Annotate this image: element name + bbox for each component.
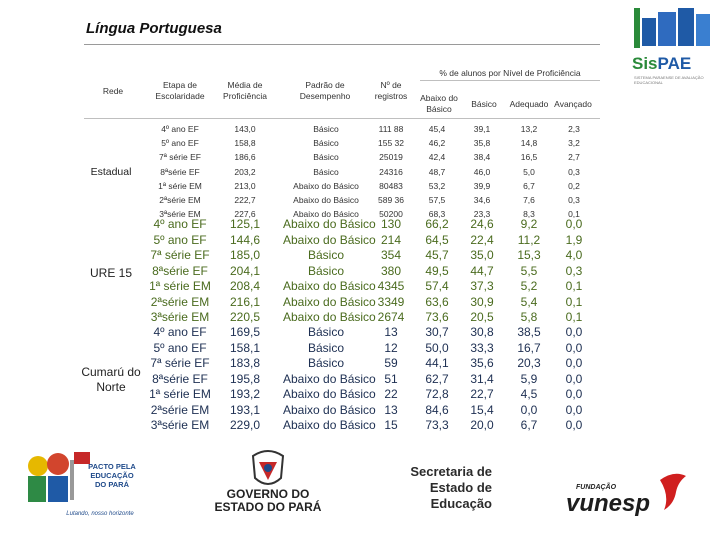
column-adequado [508, 325, 550, 434]
cell-abaixo: 44,1 [425, 356, 449, 370]
cell-avancado: 2,3 [568, 124, 580, 134]
cell-adequado: 20,3 [517, 356, 541, 370]
cell-etapa: 7ª série EF [159, 152, 201, 163]
cell-padrao: Abaixo do Básico [283, 294, 376, 309]
vunesp-bird-icon [656, 470, 692, 512]
cell-padrao: Básico [307, 340, 345, 355]
cell-registros: 15 [384, 418, 398, 432]
cell-padrao: Abaixo do Básico [283, 232, 376, 247]
cell-basico: 35,6 [470, 356, 494, 370]
cell-media: 183,8 [229, 356, 261, 370]
cell-abaixo: 72,8 [425, 387, 449, 401]
cell-registros: 50200 [379, 209, 403, 220]
cell-avancado: 0,1 [568, 209, 580, 220]
cell-avancado: 0,1 [565, 294, 583, 309]
cell-registros: 589 36 [378, 194, 404, 205]
cell-media: 169,5 [229, 325, 261, 339]
cell-registros: 214 [380, 232, 402, 247]
cell-avancado: 0,1 [565, 310, 583, 324]
cell-avancado: 0,0 [565, 356, 583, 370]
cell-etapa: 4º ano EF [153, 325, 207, 339]
cell-etapa: 4º ano EF [161, 124, 199, 134]
cell-padrao: Abaixo do Básico [283, 279, 376, 293]
cell-avancado: 0,2 [568, 180, 580, 191]
cell-media: 143,0 [234, 124, 256, 134]
cell-media: 185,0 [229, 248, 261, 262]
cell-media: 125,1 [229, 217, 261, 231]
cell-basico: 22,4 [470, 232, 494, 247]
seduc-logo-text: Secretaria de Estado de Educação [410, 464, 492, 511]
header-nivel-group: % de alunos por Nível de Proficiência [439, 68, 581, 78]
cell-avancado: 0,0 [565, 325, 583, 339]
cell-adequado: 6,7 [520, 418, 538, 432]
cell-padrao: Abaixo do Básico [283, 310, 376, 324]
rede-label: Cumarú do Norte [81, 365, 141, 394]
column-media [218, 122, 272, 221]
column-abaixo [418, 122, 456, 221]
cell-media: 208,4 [229, 279, 261, 293]
cell-adequado: 7,6 [523, 194, 535, 205]
column-etapa [148, 122, 212, 221]
cell-abaixo: 30,7 [425, 325, 449, 339]
cell-abaixo: 53,2 [428, 180, 446, 191]
page-title: Língua Portuguesa [86, 20, 222, 37]
cell-basico: 30,9 [470, 294, 494, 309]
cell-adequado: 6,7 [523, 180, 535, 191]
vunesp-fundacao-text: FUNDAÇÃO [576, 484, 617, 491]
cell-adequado: 4,5 [520, 387, 538, 401]
cell-adequado: 5,4 [520, 294, 538, 309]
cell-media: 144,6 [229, 232, 261, 247]
column-registros [370, 217, 412, 326]
header-registros: Nº de registros [374, 80, 408, 101]
cell-basico: 46,0 [473, 166, 491, 177]
column-etapa [148, 325, 212, 434]
column-media [218, 217, 272, 326]
cell-registros: 380 [380, 263, 402, 278]
cell-avancado: 0,0 [565, 402, 583, 417]
cell-registros: 354 [380, 248, 402, 262]
cell-registros: 59 [384, 356, 398, 370]
cell-abaixo: 46,2 [428, 138, 446, 149]
cell-media: 158,1 [229, 340, 261, 355]
cell-registros: 2674 [377, 310, 405, 324]
cell-padrao: Abaixo do Básico [293, 209, 359, 220]
cell-padrao: Básico [307, 356, 345, 370]
cell-avancado: 0,0 [565, 340, 583, 355]
cell-media: 193,1 [229, 402, 261, 417]
cell-padrao: Básico [307, 263, 345, 278]
cell-adequado: 16,7 [517, 340, 541, 355]
column-adequado [508, 217, 550, 326]
cell-padrao: Abaixo do Básico [283, 217, 376, 231]
cell-media: 216,1 [229, 294, 261, 309]
cell-registros: 25019 [379, 152, 403, 163]
cell-abaixo: 57,5 [428, 194, 446, 205]
cell-media: 220,5 [229, 310, 261, 324]
cell-adequado: 9,2 [520, 217, 538, 231]
cell-basico: 34,6 [473, 194, 491, 205]
cell-padrao: Básico [313, 124, 339, 134]
governo-logo-text: GOVERNO DO ESTADO DO PARÁ [214, 487, 322, 514]
cell-etapa: 8ªsérie EF [152, 371, 208, 386]
cell-abaixo: 45,7 [425, 248, 449, 262]
cell-avancado: 0,0 [565, 217, 583, 231]
cell-basico: 44,7 [470, 263, 494, 278]
cell-basico: 30,8 [470, 325, 494, 339]
cell-abaixo: 62,7 [425, 371, 449, 386]
column-avancado [554, 217, 594, 326]
title-divider [84, 44, 600, 45]
header-bottom-rule [84, 118, 600, 119]
cell-etapa: 5º ano EF [153, 232, 207, 247]
sispae-logo-text: SisPAE [632, 54, 692, 73]
cell-adequado: 5,0 [523, 166, 535, 177]
cell-adequado: 14,8 [520, 138, 538, 149]
cell-registros: 130 [380, 217, 402, 231]
column-basico [462, 217, 502, 326]
column-media [218, 325, 272, 434]
cell-registros: 155 32 [378, 138, 404, 149]
cell-padrao: Abaixo do Básico [283, 387, 376, 401]
cell-media: 229,0 [229, 418, 261, 432]
cell-registros: 24316 [379, 166, 403, 177]
cell-basico: 39,9 [473, 180, 491, 191]
cell-registros: 22 [384, 387, 398, 401]
cell-etapa: 7ª série EF [150, 248, 210, 262]
column-basico [462, 122, 502, 221]
cell-basico: 33,3 [470, 340, 494, 355]
cell-adequado: 8,3 [523, 209, 535, 220]
cell-avancado: 3,2 [568, 138, 580, 149]
header-abaixo: Abaixo do Básico [420, 93, 458, 114]
cell-avancado: 0,0 [565, 387, 583, 401]
column-etapa [148, 217, 212, 326]
cell-basico: 35,8 [473, 138, 491, 149]
cell-basico: 37,3 [470, 279, 494, 293]
cell-padrao: Abaixo do Básico [283, 371, 376, 386]
cell-basico: 22,7 [470, 387, 494, 401]
cell-adequado: 38,5 [517, 325, 541, 339]
cell-registros: 80483 [379, 180, 403, 191]
cell-registros: 111 88 [378, 124, 404, 134]
cell-basico: 38,4 [473, 152, 491, 163]
header-basico: Básico [471, 99, 497, 109]
cell-avancado: 1,9 [565, 232, 583, 247]
cell-registros: 51 [384, 371, 398, 386]
column-adequado [508, 122, 550, 221]
cell-registros: 13 [384, 325, 398, 339]
cell-etapa: 1ª série EM [149, 387, 211, 401]
cell-padrao: Básico [307, 248, 345, 262]
sispae-tagline: SISTEMA PARAENSE DE AVALIAÇÃO EDUCACIONAL [634, 75, 704, 85]
cell-registros: 13 [384, 402, 398, 417]
cell-basico: 15,4 [470, 402, 494, 417]
cell-etapa: 1ª série EM [149, 279, 211, 293]
cell-abaixo: 64,5 [425, 232, 449, 247]
cell-abaixo: 66,2 [425, 217, 449, 231]
cell-basico: 23,3 [473, 209, 491, 220]
cell-etapa: 8ªsérie EF [152, 263, 208, 278]
cell-registros: 4345 [377, 279, 405, 293]
column-padrao [283, 122, 369, 221]
cell-abaixo: 48,7 [428, 166, 446, 177]
cell-padrao: Abaixo do Básico [283, 418, 376, 432]
cell-avancado: 0,0 [565, 371, 583, 386]
cell-media: 195,8 [229, 371, 261, 386]
cell-etapa: 4º ano EF [153, 217, 207, 231]
cell-adequado: 16,5 [520, 152, 538, 163]
cell-media: 227,6 [234, 209, 256, 220]
pacto-logo-text: PACTO PELA EDUCAÇÃO DO PARÁ [88, 462, 136, 489]
pacto-slogan: Lutando, nosso horizonte [66, 511, 134, 517]
cell-adequado: 13,2 [520, 124, 538, 134]
cell-padrao: Básico [313, 152, 339, 163]
cell-media: 204,1 [229, 263, 261, 278]
column-basico [462, 325, 502, 434]
cell-etapa: 2ªsérie EM [150, 294, 210, 309]
cell-adequado: 11,2 [517, 232, 541, 247]
cell-basico: 35,0 [470, 248, 494, 262]
cell-avancado: 0,0 [565, 418, 583, 432]
cell-basico: 31,4 [470, 371, 494, 386]
cell-abaixo: 73,6 [425, 310, 449, 324]
cell-padrao: Abaixo do Básico [293, 180, 359, 191]
column-registros [370, 122, 412, 221]
cell-abaixo: 73,3 [425, 418, 449, 432]
cell-etapa: 1ª série EM [158, 180, 202, 191]
cell-adequado: 15,3 [517, 248, 541, 262]
cell-adequado: 0,0 [520, 402, 538, 417]
header-rede: Rede [102, 86, 124, 96]
cell-adequado: 5,2 [520, 279, 538, 293]
cell-basico: 39,1 [473, 124, 491, 134]
cell-abaixo: 68,3 [428, 209, 446, 220]
cell-abaixo: 45,4 [428, 124, 446, 134]
cell-media: 186,6 [234, 152, 256, 163]
header-padrao: Padrão de Desempenho [299, 80, 351, 101]
cell-registros: 3349 [377, 294, 405, 309]
cell-etapa: 2ªsérie EM [150, 402, 210, 417]
column-avancado [554, 325, 594, 434]
cell-etapa: 3ªsérie EM [150, 418, 210, 432]
cell-avancado: 0,3 [568, 194, 580, 205]
cell-avancado: 2,7 [568, 152, 580, 163]
column-abaixo [418, 325, 456, 434]
cell-media: 158,8 [234, 138, 256, 149]
cell-etapa: 5º ano EF [153, 340, 207, 355]
cell-registros: 12 [384, 340, 398, 355]
column-registros [370, 325, 412, 434]
cell-media: 213,0 [234, 180, 256, 191]
header-media: Média de Proficiência [223, 80, 267, 101]
cell-avancado: 0,3 [568, 166, 580, 177]
cell-media: 222,7 [234, 194, 256, 205]
column-padrao [283, 325, 376, 434]
cell-media: 193,2 [229, 387, 261, 401]
cell-padrao: Básico [307, 325, 345, 339]
cell-padrao: Abaixo do Básico [293, 194, 359, 205]
cell-media: 203,2 [234, 166, 256, 177]
cell-abaixo: 49,5 [425, 263, 449, 278]
sispae-logo [628, 6, 716, 86]
column-avancado [554, 122, 594, 221]
vunesp-logo-text: vunesp [566, 490, 651, 517]
cell-etapa: 8ªsérie EF [160, 166, 200, 177]
cell-basico: 24,6 [470, 217, 494, 231]
cell-abaixo: 63,6 [425, 294, 449, 309]
cell-avancado: 0,3 [565, 263, 583, 278]
cell-abaixo: 50,0 [425, 340, 449, 355]
cell-adequado: 5,9 [520, 371, 538, 386]
cell-padrao: Básico [313, 166, 339, 177]
cell-etapa: 5º ano EF [161, 138, 199, 149]
column-abaixo [418, 217, 456, 326]
cell-abaixo: 84,6 [425, 402, 449, 417]
cell-etapa: 2ªsérie EM [159, 194, 201, 205]
column-padrao [283, 217, 376, 326]
cell-avancado: 4,0 [565, 248, 583, 262]
cell-padrao: Básico [313, 138, 339, 149]
cell-abaixo: 57,4 [425, 279, 449, 293]
rede-label: URE 15 [89, 266, 133, 280]
header-avancado: Avançado [554, 99, 592, 109]
cell-adequado: 5,8 [520, 310, 538, 324]
cell-abaixo: 42,4 [428, 152, 446, 163]
para-coat-of-arms [245, 448, 291, 490]
rede-label: Estadual [90, 166, 132, 178]
cell-avancado: 0,1 [565, 279, 583, 293]
header-group-rule [420, 80, 600, 81]
cell-adequado: 5,5 [520, 263, 538, 278]
cell-etapa: 3ªsérie EM [150, 310, 210, 324]
header-etapa: Etapa de Escolaridade [155, 80, 205, 101]
cell-etapa: 3ªsérie EM [159, 209, 201, 220]
cell-padrao: Abaixo do Básico [283, 402, 376, 417]
cell-basico: 20,5 [470, 310, 494, 324]
cell-basico: 20,0 [470, 418, 494, 432]
cell-etapa: 7ª série EF [150, 356, 210, 370]
header-adequado: Adequado [509, 99, 549, 109]
